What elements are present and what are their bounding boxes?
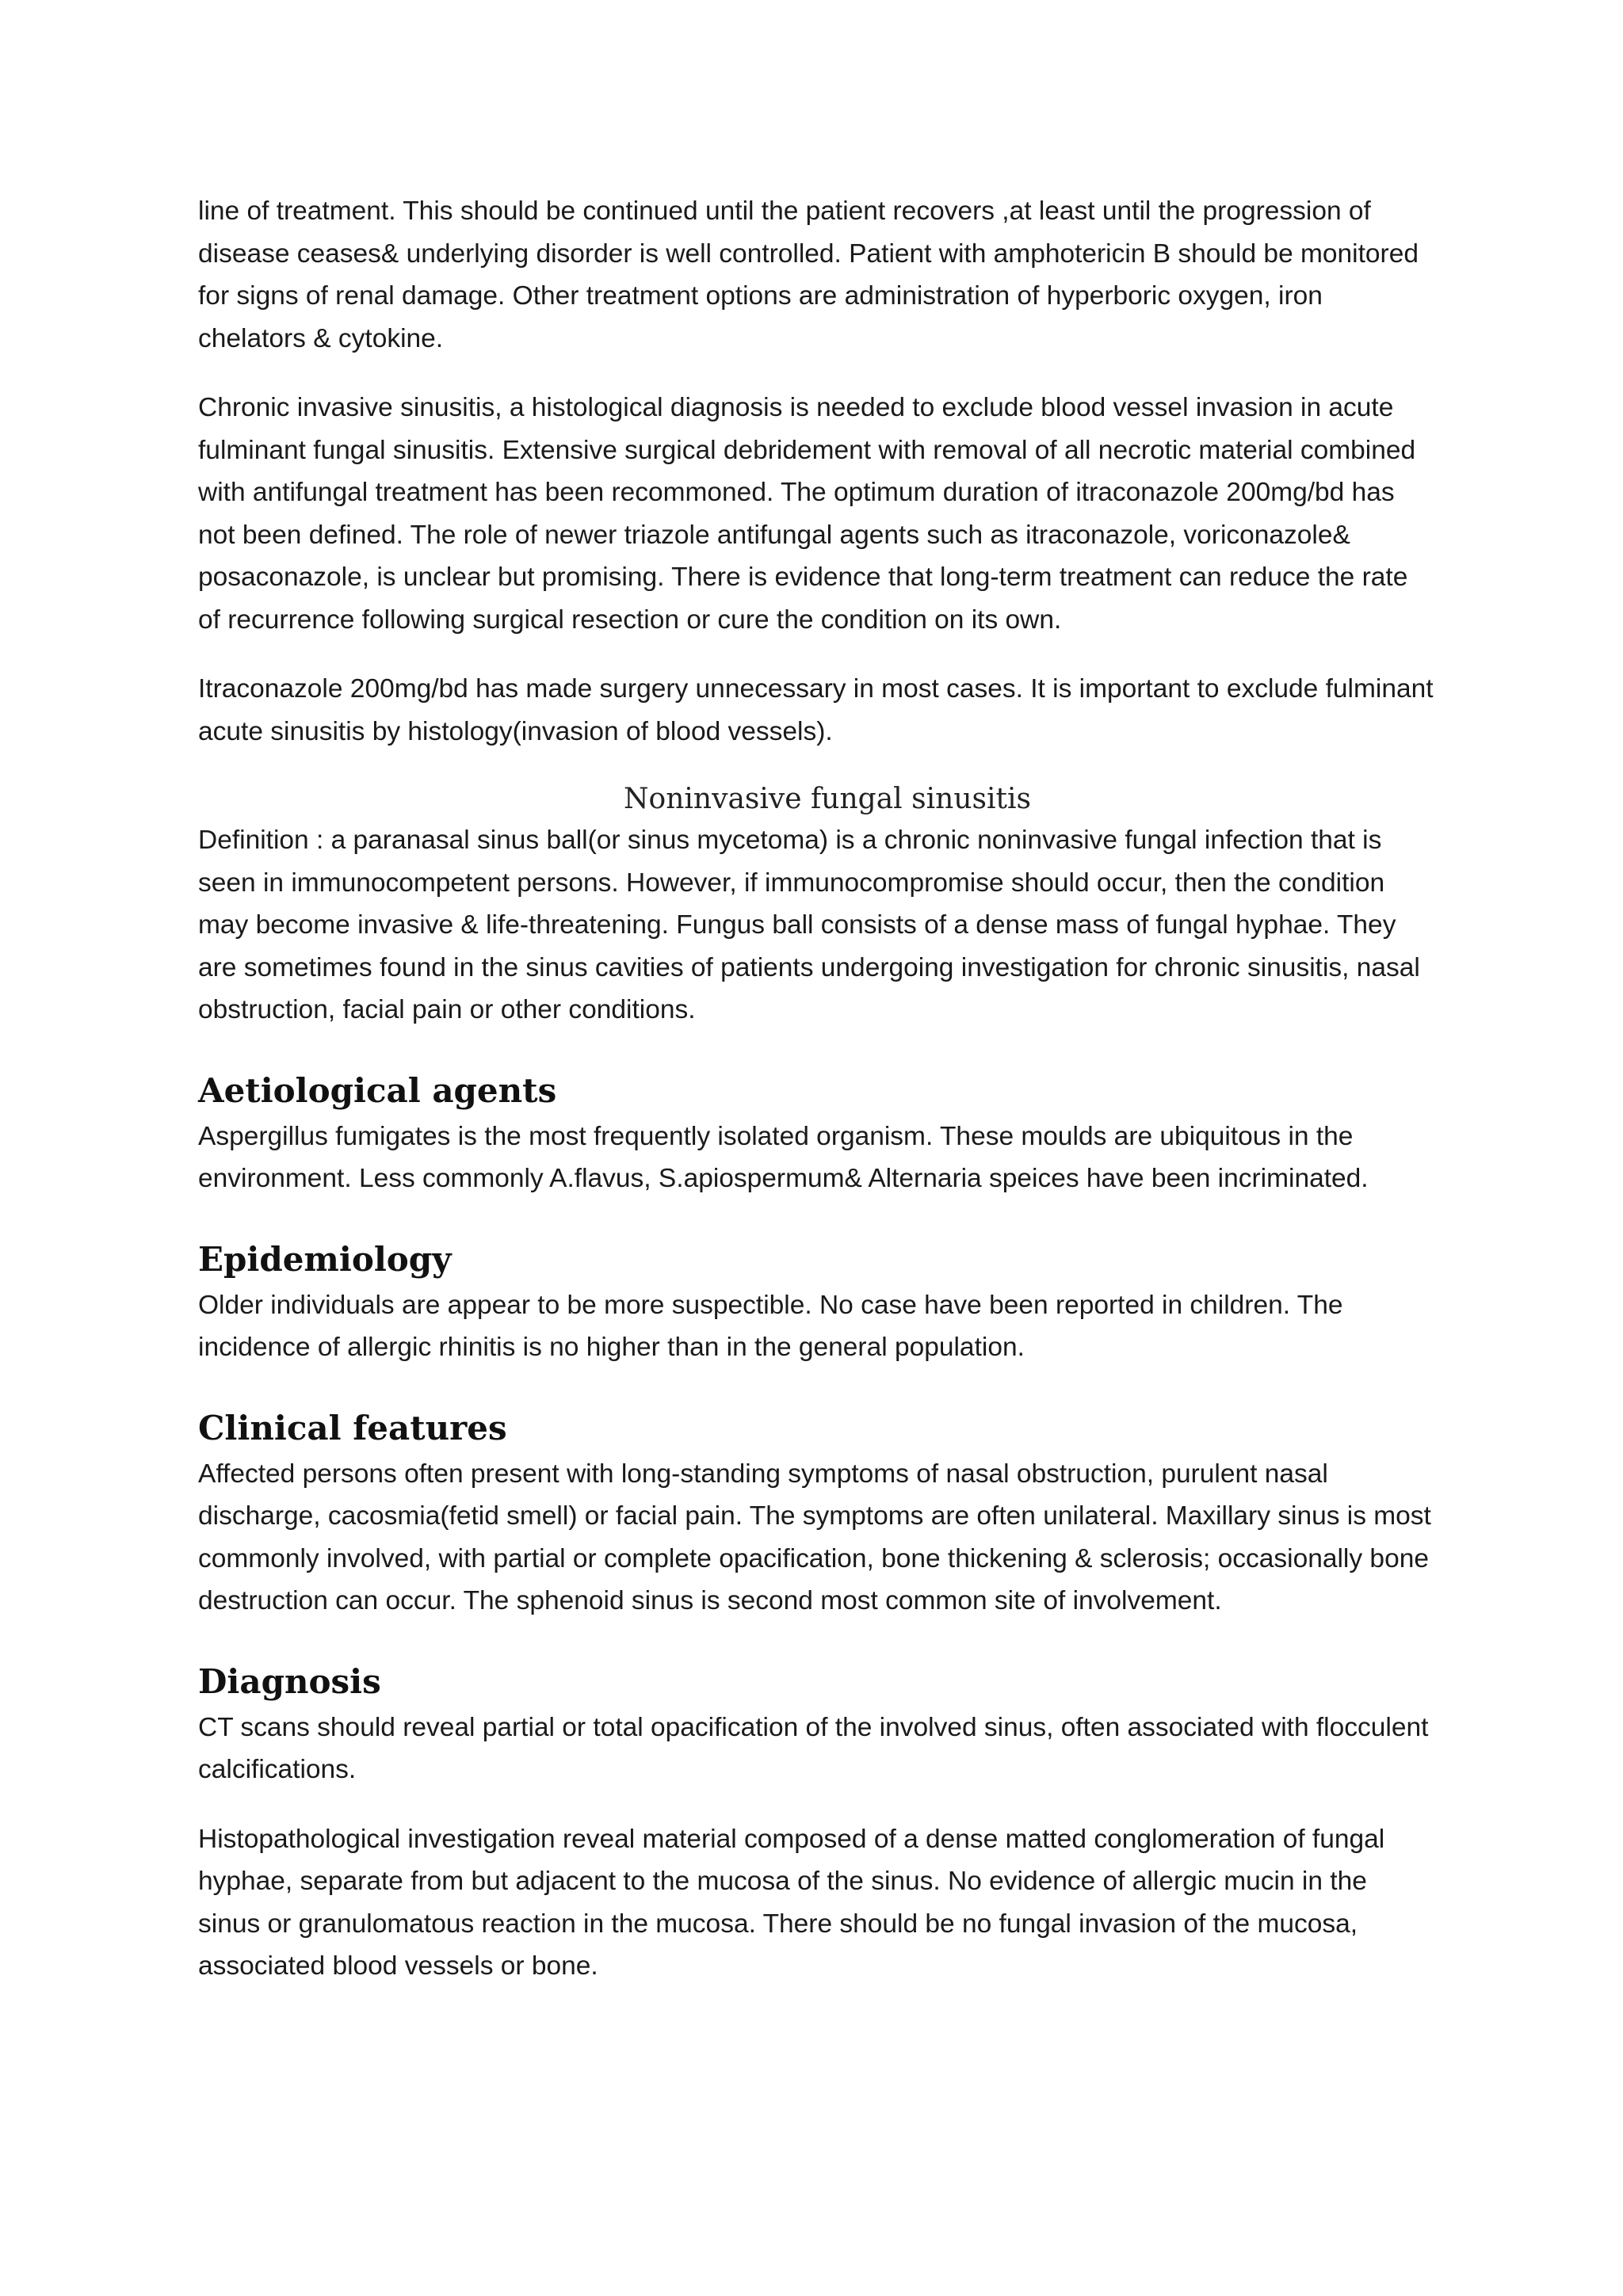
heading-clinical-features: Clinical features	[198, 1408, 507, 1447]
paragraph-clinical-features: Affected persons often present with long-standing symptoms of nasal obstruction, purulent nasal discharge, cacosmia(fetid smell) or facial pain. The symptoms are often unilateral. Maxillary sinus is most commonly involved, with partial or complete opacification, bone thickening & sclerosis; occasionally bone destruction can occur. The sphenoid sinus is second most common site of involvement.	[198, 1459, 1431, 1615]
paragraph-diagnosis-ct: CT scans should reveal partial or total opacification of the involved sinus, often associated with flocculent calcifications.	[198, 1712, 1429, 1784]
heading-diagnosis: Diagnosis	[198, 1661, 381, 1701]
paragraph-epidemiology: Older individuals are appear to be more suspectible. No case have been reported in children. The incidence of allergic rhinitis is no higher than in the general population.	[198, 1290, 1343, 1362]
heading-aetiological-agents: Aetiological agents	[198, 1070, 557, 1110]
document-page	[198, 190, 1434, 2015]
paragraph-definition: Definition : a paranasal sinus ball(or sinus mycetoma) is a chronic noninvasive fungal infection that is seen in immunocompetent persons. However, if immunocompromise should occur, then the condition may become invasive & life-threatening. Fungus ball consists of a dense mass of fungal hyphae. They are sometimes found in the sinus cavities of patients undergoing investigation for chronic sinusitis, nasal obstruction, facial pain or other conditions.	[198, 826, 1420, 1024]
paragraph-itraconazole: Itraconazole 200mg/bd has made surgery unnecessary in most cases. It is important to exclude fulminant acute sinusitis by histology(invasion of blood vessels).	[198, 674, 1434, 746]
paragraph-chronic-invasive: Chronic invasive sinusitis, a histological diagnosis is needed to exclude blood vessel invasion in acute fulminant fungal sinusitis. Extensive surgical debridement with removal of all necrotic material combined with antifungal treatment has been recommoned. The optimum duration of itraconazole 200mg/bd has not been defined. The role of newer triazole antifungal agents such as itraconazole, voriconazole& posaconazole, is unclear but promising. There is evidence that long-term treatment can reduce the rate of recurrence following surgical resection or cure the condition on its own.	[198, 393, 1416, 635]
heading-epidemiology: Epidemiology	[198, 1239, 452, 1279]
paragraph-diagnosis-histopathology: Histopathological investigation reveal material composed of a dense matted conglomeration of fungal hyphae, separate from but adjacent to the mucosa of the sinus. No evidence of allergic mucin in the sinus or granulomatous reaction in the mucosa. There should be no fungal invasion of the mucosa, associated blood vessels or bone.	[198, 1824, 1385, 1981]
paragraph-treatment-continuation: line of treatment. This should be continued until the patient recovers ,at least until the progression of disease ceases& underlying disorder is well controlled. Patient with amphotericin B should be monitored for signs of renal damage. Other treatment options are administration of hyperboric oxygen, iron chelators & cytokine.	[198, 196, 1419, 353]
section-title-noninvasive: Noninvasive fungal sinusitis	[624, 783, 1031, 815]
paragraph-aetiology: Aspergillus fumigates is the most frequently isolated organism. These moulds are ubiquitous in the environment. Less commonly A.flavus, S.apiospermum& Alternaria speices have been incriminated.	[198, 1121, 1369, 1193]
